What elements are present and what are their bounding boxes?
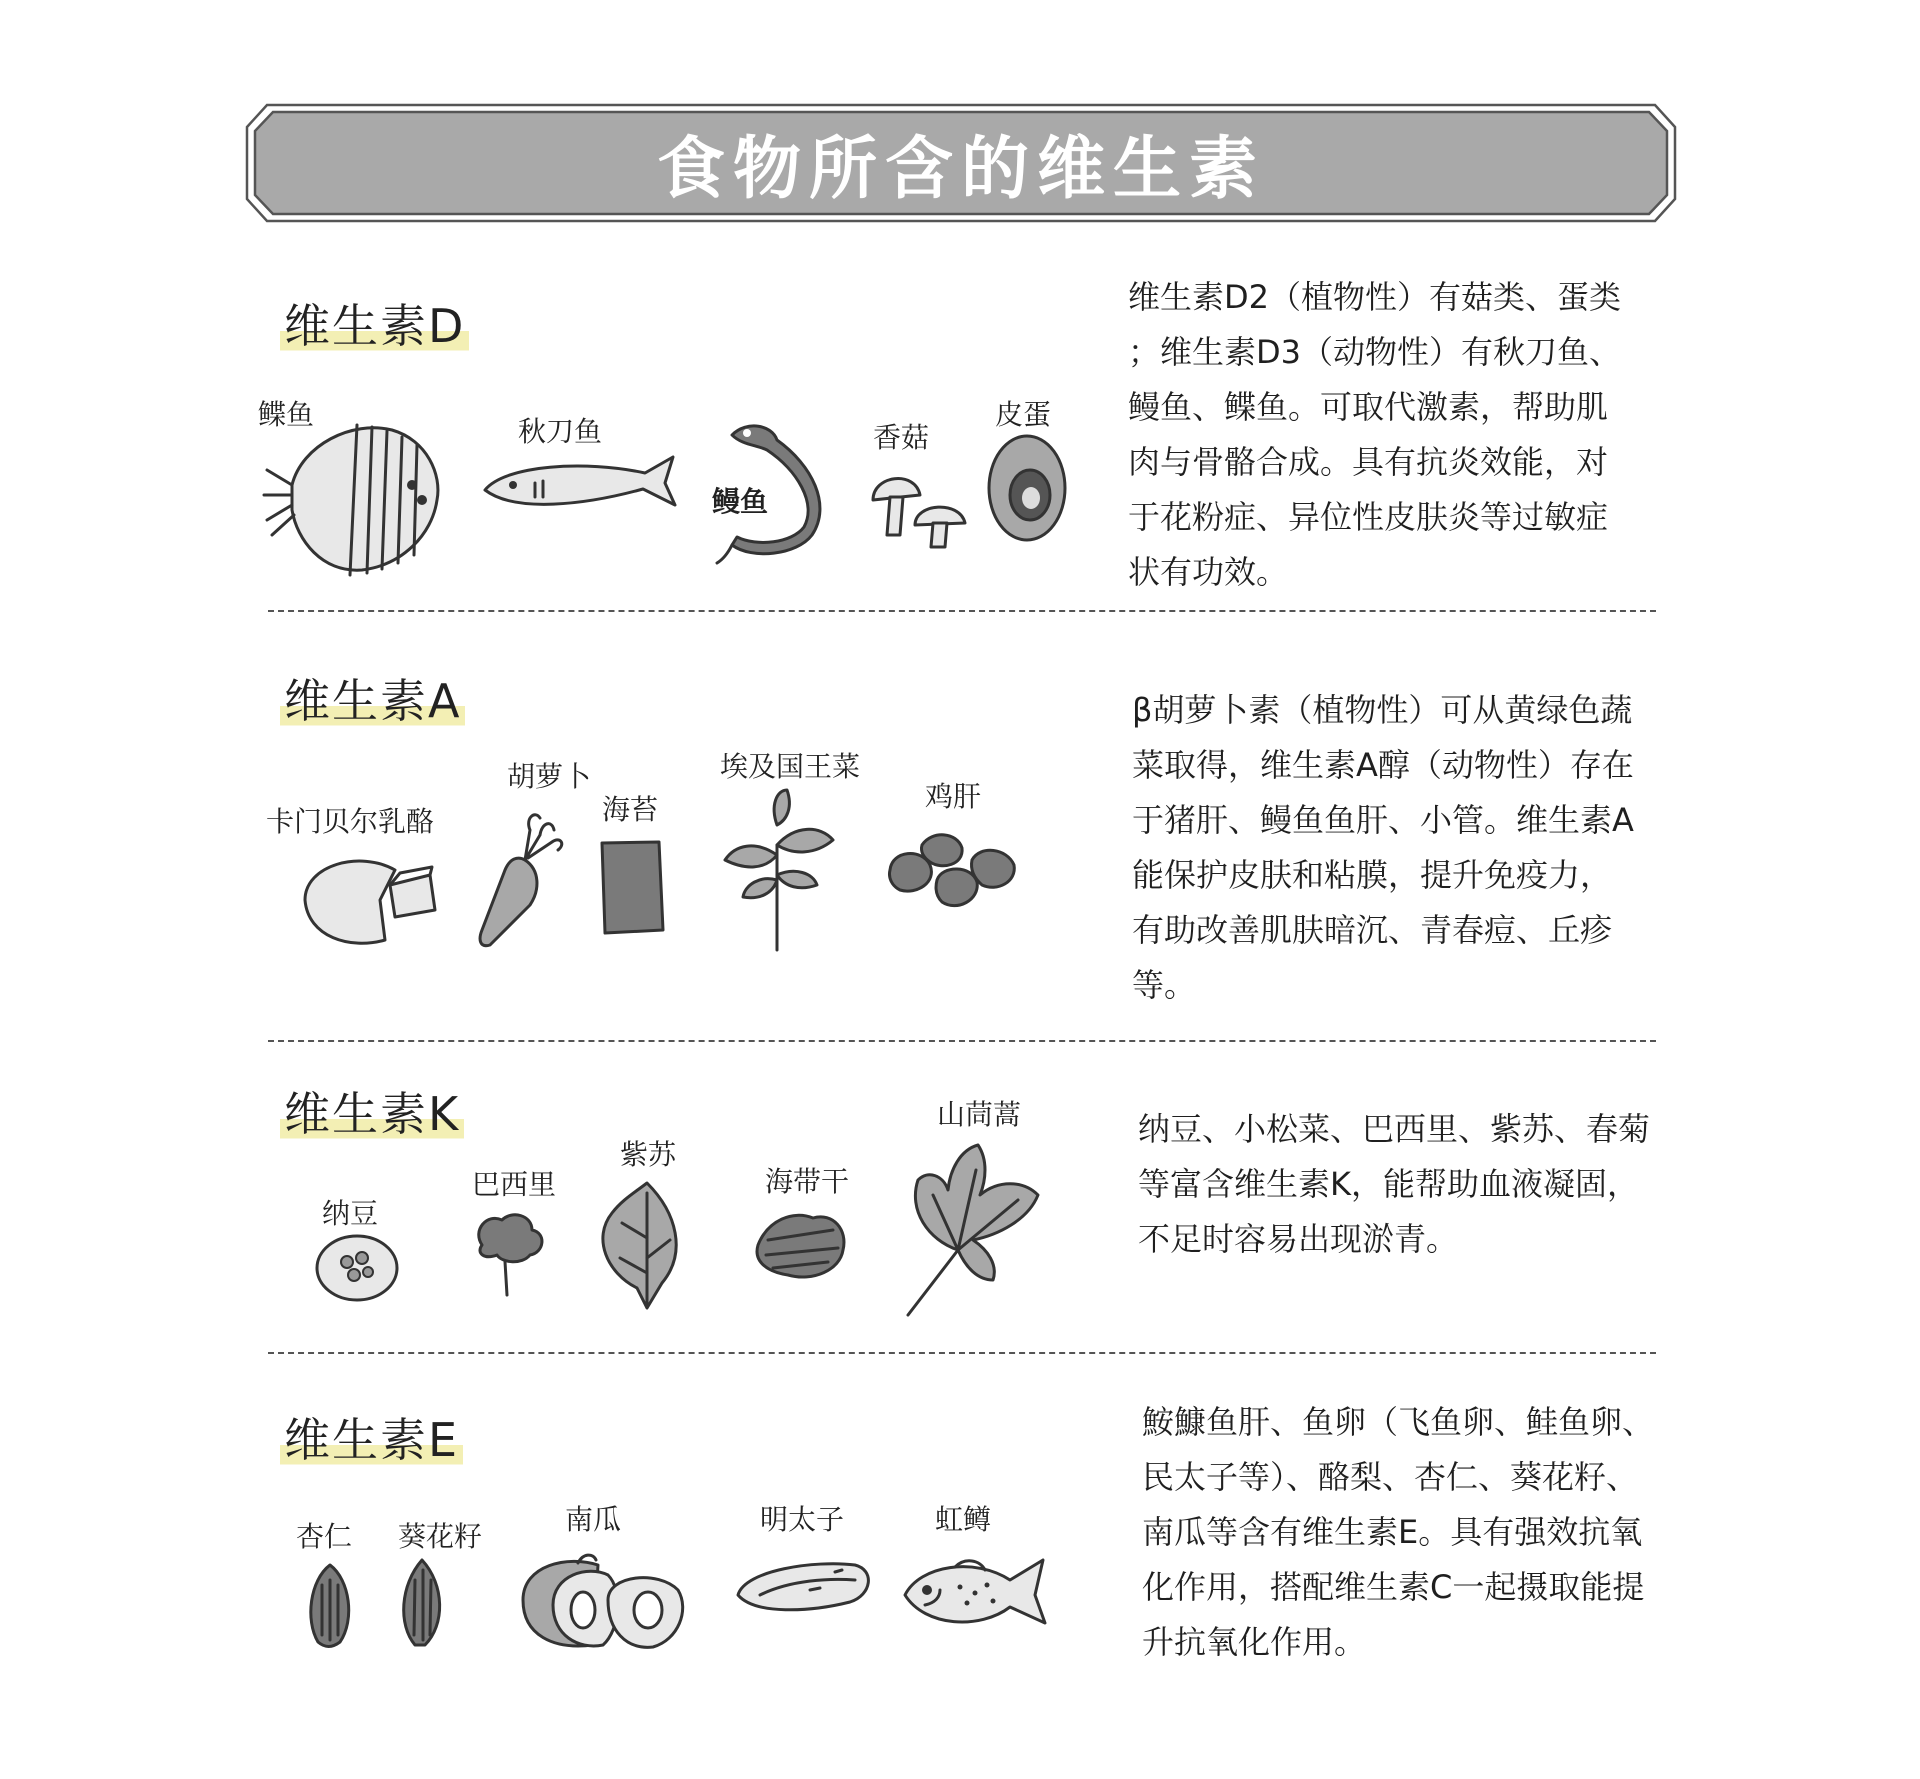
mentaiko-icon: [730, 1550, 875, 1620]
pumpkin-icon: [508, 1545, 693, 1655]
divider-3: [268, 1352, 1656, 1354]
shiitake-icon: [865, 455, 975, 550]
food-label-rainbow-trout: 虹鳟: [935, 1503, 992, 1536]
food-label-saury: 秋刀鱼: [518, 415, 603, 448]
food-label-camembert: 卡门贝尔乳酪: [266, 805, 435, 838]
food-label-century-egg: 皮蛋: [995, 398, 1052, 431]
divider-2: [268, 1040, 1656, 1042]
chicken-liver-icon: [882, 820, 1022, 920]
page-title: 食物所含的维生素: [656, 129, 1265, 209]
nori-icon: [597, 838, 669, 938]
divider-1: [268, 610, 1656, 612]
molokhia-icon: [705, 785, 855, 955]
carrot-icon: [470, 800, 570, 950]
food-label-parsley: 巴西里: [472, 1168, 557, 1201]
almond-icon: [300, 1560, 360, 1650]
food-label-shiso: 紫苏: [620, 1138, 677, 1171]
food-label-molokhia: 埃及国王菜: [720, 750, 861, 783]
food-label-shungiku: 山茼蒿: [937, 1098, 1022, 1131]
description-vitamin-a: β胡萝卜素（植物性）可从黄绿色蔬 菜取得，维生素A醇（动物性）存在 于猪肝、鳗鱼鱼肝、小管。维生素A 能保护皮肤和粘膜，提升免疫力， 有助改善肌肤暗沉、青春痘、丘疹 等。: [1132, 691, 1634, 1004]
sunflower-seed-icon: [390, 1555, 450, 1650]
camembert-icon: [300, 845, 445, 950]
flounder-icon: [262, 415, 447, 580]
food-label-pumpkin: 南瓜: [565, 1503, 622, 1536]
title-banner: [245, 103, 1677, 223]
parsley-icon: [462, 1205, 552, 1300]
century-egg-icon: [985, 430, 1070, 545]
shiso-icon: [592, 1178, 687, 1313]
food-label-flounder: 鲽鱼: [258, 398, 315, 431]
description-vitamin-e: 鮟鱇鱼肝、鱼卵（飞鱼卵、鲑鱼卵、 民太子等）、酪梨、杏仁、葵花籽、 南瓜等含有维生素E。具有强效抗氧 化作用，搭配维生素C一起摄取能提 升抗氧化作用。: [1142, 1403, 1655, 1661]
food-label-chicken-liver: 鸡肝: [925, 780, 982, 813]
heading-vitamin-a: 维生素A: [280, 665, 465, 731]
food-label-almond: 杏仁: [296, 1520, 353, 1553]
food-label-shiitake: 香菇: [873, 421, 930, 454]
natto-icon: [312, 1230, 402, 1305]
food-label-carrot: 胡萝卜: [507, 760, 592, 793]
food-label-eel: 鳗鱼: [712, 485, 769, 518]
description-vitamin-d: 维生素D2（植物性）有菇类、蛋类 ；维生素D3（动物性）有秋刀鱼、 鳗鱼、鲽鱼。可取代激素，帮助肌 肉与骨骼合成。具有抗炎效能，对 于花粉症、异位性皮肤炎等过敏症 状有功效。: [1128, 278, 1622, 591]
food-label-kelp: 海带干: [765, 1165, 850, 1198]
saury-icon: [475, 445, 680, 520]
description-vitamin-k: 纳豆、小松菜、巴西里、紫苏、春菊 等富含维生素K，能帮助血液凝固， 不足时容易出现淤青。: [1138, 1110, 1651, 1258]
heading-vitamin-k: 维生素K: [280, 1078, 464, 1144]
food-label-sunflower-seed: 葵花籽: [398, 1520, 483, 1553]
food-label-natto: 纳豆: [322, 1197, 379, 1230]
food-label-nori: 海苔: [602, 793, 659, 826]
shungiku-icon: [888, 1140, 1048, 1320]
heading-vitamin-d: 维生素D: [280, 290, 469, 356]
heading-vitamin-e: 维生素E: [280, 1404, 463, 1470]
food-label-mentaiko: 明太子: [760, 1503, 845, 1536]
eel-icon: [712, 415, 842, 565]
rainbow-trout-icon: [895, 1545, 1055, 1640]
kelp-icon: [748, 1200, 853, 1285]
